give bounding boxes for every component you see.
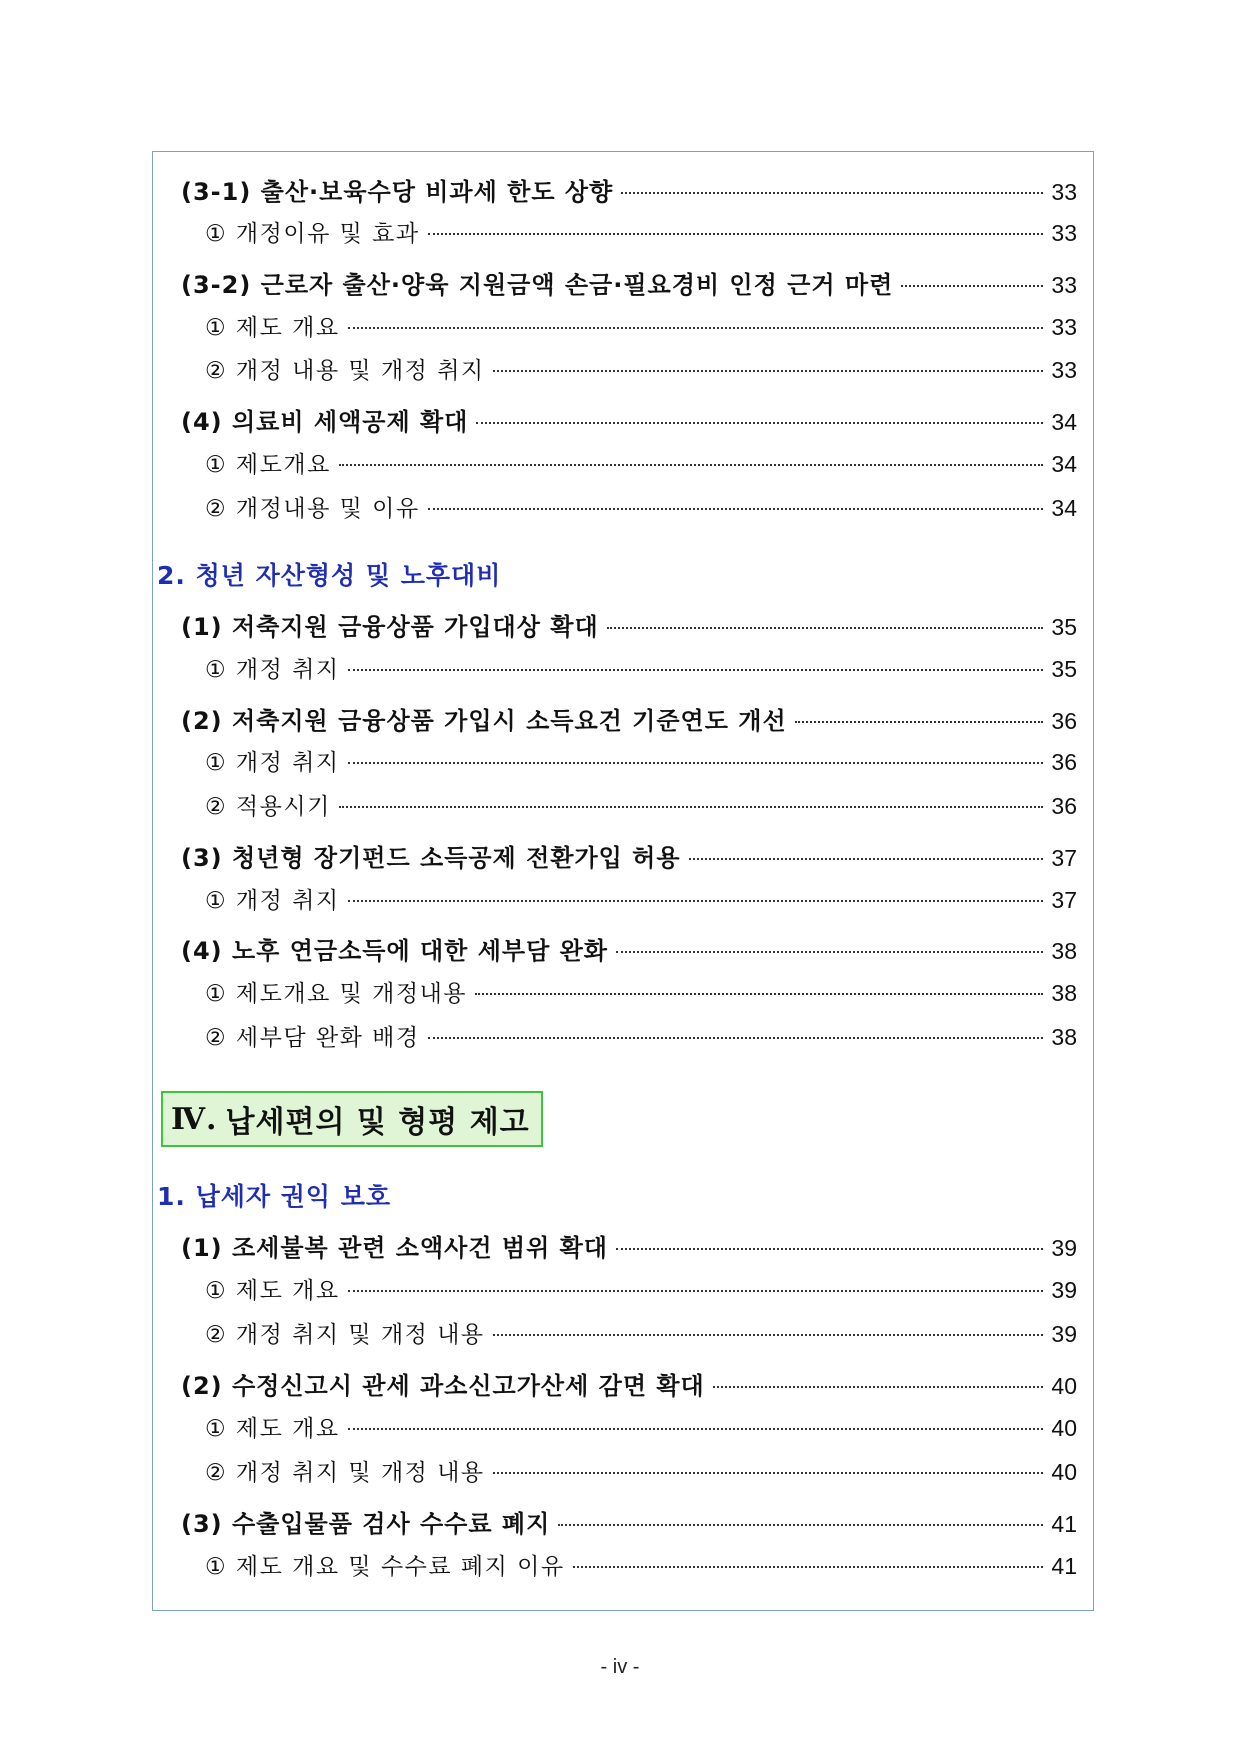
dot-leader: [348, 1290, 1044, 1292]
toc-entry-page: 35: [1051, 614, 1077, 640]
dot-leader: [493, 1334, 1044, 1336]
toc-entry-page: 39: [1051, 1277, 1077, 1303]
toc-entry-title: ① 제도 개요 및 수수료 폐지 이유: [205, 1554, 565, 1580]
toc-entry[interactable]: [205, 788, 1077, 821]
toc-entry-title: (4) 의료비 세액공제 확대: [181, 408, 469, 436]
toc-entry-title: (4) 노후 연금소득에 대한 세부담 완화: [181, 937, 608, 965]
dot-leader: [476, 422, 1043, 424]
toc-entry-page: 38: [1051, 980, 1077, 1006]
toc-entry[interactable]: [205, 1019, 1077, 1052]
chapter-heading[interactable]: [161, 1091, 543, 1147]
toc-entry-title: ② 적용시기: [205, 794, 331, 820]
toc-entry-page: 40: [1051, 1373, 1077, 1399]
dot-leader: [493, 1472, 1044, 1474]
toc-entry-page: 37: [1051, 887, 1077, 913]
toc-entry[interactable]: [205, 215, 1077, 248]
toc-entry-title: ② 개정 취지 및 개정 내용: [205, 1322, 485, 1348]
toc-entry[interactable]: [181, 701, 1077, 736]
dot-leader: [428, 1037, 1044, 1039]
dot-leader: [558, 1524, 1043, 1526]
toc-entry-page: 37: [1051, 845, 1077, 871]
dot-leader: [795, 721, 1044, 723]
toc-entry-page: 35: [1051, 656, 1077, 682]
toc-entry-title: ② 개정내용 및 이유: [205, 496, 420, 522]
toc-entry[interactable]: [181, 402, 1077, 437]
toc-entry-title: (1) 저축지원 금융상품 가입대상 확대: [181, 613, 599, 641]
toc-entry-title: (3) 청년형 장기펀드 소득공제 전환가입 허용: [181, 844, 681, 872]
section-heading: 2. 청년 자산형성 및 노후대비: [157, 561, 502, 590]
toc-entry-page: 41: [1051, 1553, 1077, 1579]
chapter-numeral: Ⅳ.: [171, 1101, 218, 1137]
toc-entry-page: 36: [1051, 793, 1077, 819]
toc-entry-page: 33: [1051, 314, 1077, 340]
dot-leader: [339, 464, 1044, 466]
toc-entry-title: ① 제도 개요: [205, 315, 340, 341]
toc-entry-page: 33: [1051, 220, 1077, 246]
toc-entry-page: 34: [1051, 495, 1077, 521]
toc-entry[interactable]: [205, 882, 1077, 915]
dot-leader: [621, 192, 1043, 194]
toc-entry[interactable]: [181, 838, 1077, 873]
toc-entry[interactable]: [205, 1410, 1077, 1443]
dot-leader: [573, 1566, 1044, 1568]
dot-leader: [348, 327, 1044, 329]
toc-entry-page: 41: [1051, 1511, 1077, 1537]
toc-entry-title: (2) 수정신고시 관세 과소신고가산세 감면 확대: [181, 1372, 705, 1400]
dot-leader: [348, 900, 1044, 902]
toc-entry[interactable]: [181, 931, 1077, 966]
toc-entry[interactable]: [205, 1272, 1077, 1305]
section-heading: 1. 납세자 권익 보호: [157, 1182, 392, 1211]
toc-entry-page: 33: [1051, 179, 1077, 205]
toc-entry-title: ① 개정 취지: [205, 657, 340, 683]
toc-entry[interactable]: [205, 975, 1077, 1008]
toc-entry-page: 36: [1051, 708, 1077, 734]
toc-entry-title: ② 개정 취지 및 개정 내용: [205, 1460, 485, 1486]
toc-entry[interactable]: [181, 607, 1077, 642]
toc-entry-title: ① 제도개요: [205, 452, 331, 478]
toc-entry[interactable]: [181, 1228, 1077, 1263]
toc-entry-title: (3-1) 출산·보육수당 비과세 한도 상향: [181, 178, 614, 206]
dot-leader: [607, 627, 1044, 629]
dot-leader: [713, 1386, 1044, 1388]
toc-entry-title: ① 개정 취지: [205, 750, 340, 776]
dot-leader: [901, 285, 1043, 287]
toc-entry-title: ① 제도 개요: [205, 1278, 340, 1304]
toc-entry[interactable]: [181, 1366, 1077, 1401]
toc-entry-title: (1) 조세불복 관련 소액사건 범위 확대: [181, 1234, 608, 1262]
dot-leader: [348, 1428, 1044, 1430]
toc-entry[interactable]: [181, 1504, 1077, 1539]
toc-entry-page: 36: [1051, 749, 1077, 775]
dot-leader: [616, 951, 1043, 953]
dot-leader: [348, 669, 1044, 671]
toc-entry-title: ① 제도 개요: [205, 1416, 340, 1442]
dot-leader: [616, 1248, 1043, 1250]
dot-leader: [493, 370, 1044, 372]
toc-entry-title: ① 제도개요 및 개정내용: [205, 981, 468, 1007]
toc-entry-page: 38: [1051, 938, 1077, 964]
dot-leader: [428, 508, 1044, 510]
toc-entry-page: 34: [1051, 451, 1077, 477]
toc-entry[interactable]: [205, 744, 1077, 777]
toc-entry[interactable]: [181, 265, 1077, 300]
toc-entry[interactable]: [205, 1548, 1077, 1581]
chapter-title: 납세편의 및 형평 제고: [225, 1105, 530, 1140]
table-of-contents: [152, 151, 1094, 1611]
toc-entry[interactable]: [205, 446, 1077, 479]
toc-entry-title: ② 세부담 완화 배경: [205, 1025, 420, 1051]
toc-entry-page: 38: [1051, 1024, 1077, 1050]
toc-entry-title: (2) 저축지원 금융상품 가입시 소득요건 기준연도 개선: [181, 707, 787, 735]
toc-entry[interactable]: [205, 1454, 1077, 1487]
toc-entry-title: (3) 수출입물품 검사 수수료 폐지: [181, 1510, 551, 1538]
dot-leader: [428, 233, 1044, 235]
page-number: - iv -: [600, 1656, 640, 1678]
toc-entry[interactable]: [181, 172, 1077, 207]
toc-entry[interactable]: [205, 1316, 1077, 1349]
toc-entry-title: ② 개정 내용 및 개정 취지: [205, 358, 485, 384]
dot-leader: [339, 806, 1044, 808]
toc-entry[interactable]: [205, 490, 1077, 523]
toc-entry-title: ① 개정 취지: [205, 888, 340, 914]
toc-entry-page: 40: [1051, 1415, 1077, 1441]
toc-entry[interactable]: [205, 352, 1077, 385]
dot-leader: [689, 858, 1044, 860]
dot-leader: [348, 762, 1044, 764]
dot-leader: [475, 993, 1043, 995]
toc-entry-page: 39: [1051, 1235, 1077, 1261]
toc-entry-page: 39: [1051, 1321, 1077, 1347]
toc-entry-page: 40: [1051, 1459, 1077, 1485]
toc-entry-title: (3-2) 근로자 출산·양육 지원금액 손금·필요경비 인정 근거 마련: [181, 271, 894, 299]
toc-entry-page: 33: [1051, 357, 1077, 383]
toc-entry[interactable]: [205, 309, 1077, 342]
toc-entry[interactable]: [205, 651, 1077, 684]
toc-entry-page: 34: [1051, 409, 1077, 435]
toc-entry-page: 33: [1051, 272, 1077, 298]
toc-entry-title: ① 개정이유 및 효과: [205, 221, 420, 247]
